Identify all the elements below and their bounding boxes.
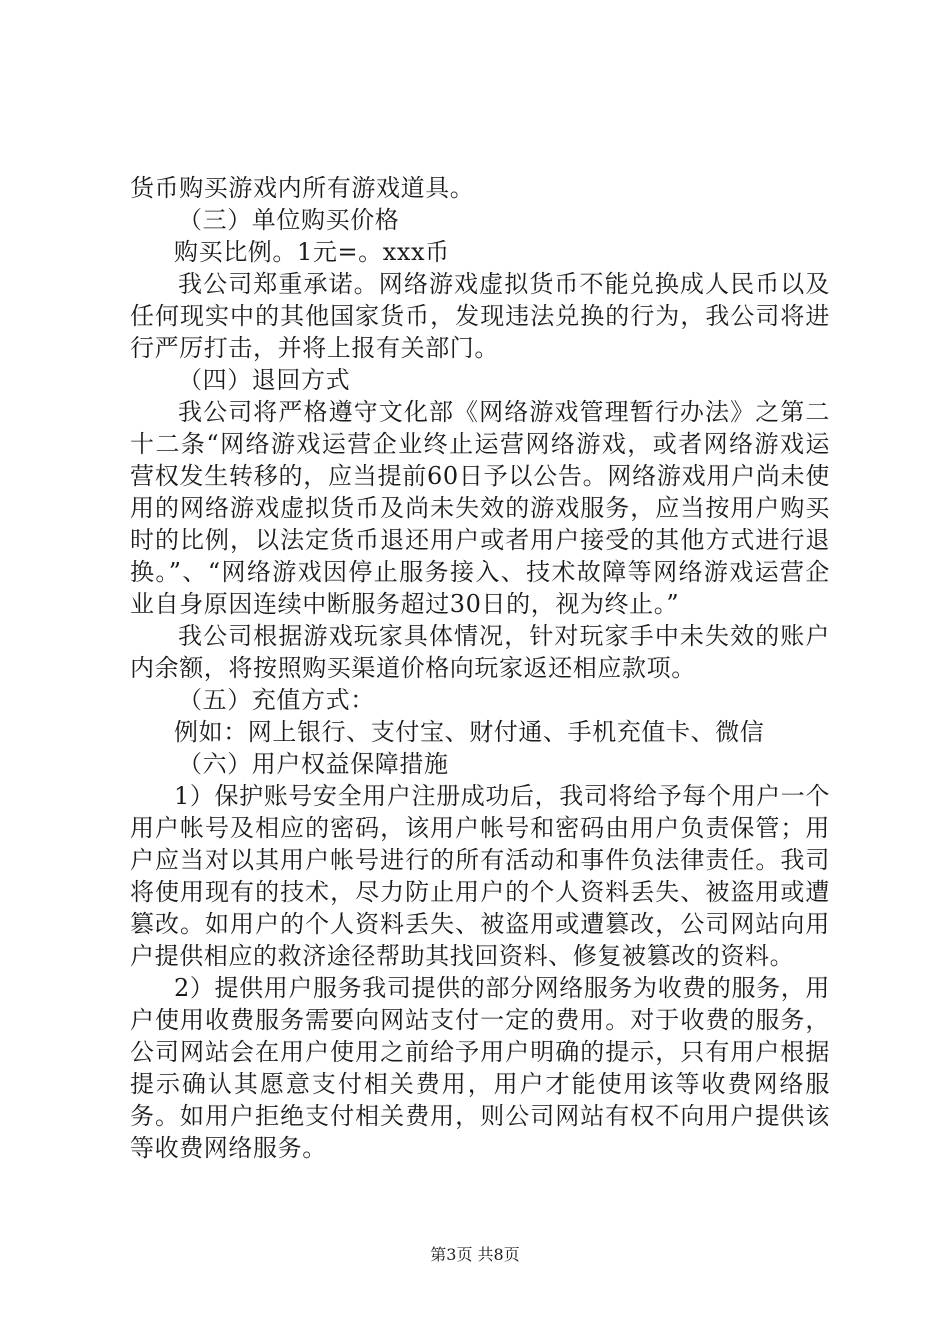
section-heading-6: （六）用户权益保障措施 (178, 750, 449, 778)
paragraph-account-security: 1）保护账号安全用户注册成功后，我司将给予每个用户一个用户帐号及相应的密码，该用户帐号和密码由用户负责保管；用户应当对以其用户帐号进行的所有活动和事件负法律责任。我司将使用现有的技术，尽力防止用户的个人资料丢失、被盗用或遭篡改。如用户的个人资料丢失、被盗用或遭篡改，公司网站向用户提供相应的救济途径帮助其找回资料、修复被篡改的资料。 (130, 782, 830, 970)
section-heading-3: （三）单位购买价格 (178, 206, 400, 234)
paragraph-pledge: 我公司郑重承诺。网络游戏虚拟货币不能兑换成人民币以及任何现实中的其他国家货币，发现违法兑换的行为，我公司将进行严厉打击，并将上报有关部门。 (130, 270, 830, 362)
paragraph-payment-methods: 例如：网上银行、支付宝、财付通、手机充值卡、微信 (174, 718, 765, 746)
document-body (130, 172, 830, 1164)
page-footer: 第3页 共8页 (430, 1245, 520, 1264)
paragraph-continuation: 货币购买游戏内所有游戏道具。 (130, 174, 475, 202)
paragraph-refund: 我公司根据游戏玩家具体情况，针对玩家手中未失效的账户内余额，将按照购买渠道价格向玩家返还相应款项。 (130, 622, 830, 682)
section-heading-4: （四）退回方式 (178, 366, 351, 394)
paragraph-regulation: 我公司将严格遵守文化部《网络游戏管理暂行办法》之第二十二条“网络游戏运营企业终止运营网络游戏，或者网络游戏运营权发生转移的，应当提前60日予以公告。网络游戏用户尚未使用的网络游戏虚拟货币及尚未失效的游戏服务，应当按用户购买时的比例，以法定货币退还用户或者用户接受的其他方式进行退换。”、“网络游戏因停止服务接入、技术故障等网络游戏运营企业自身原因连续中断服务超过30日的，视为终止。” (130, 398, 830, 618)
paragraph-ratio: 购买比例。1元=。xxx币 (174, 238, 450, 266)
section-heading-5: （五）充值方式： (178, 686, 375, 714)
paragraph-user-service: 2）提供用户服务我司提供的部分网络服务为收费的服务，用户使用收费服务需要向网站支付一定的费用。对于收费的服务，公司网站会在用户使用之前给予用户明确的提示，只有用户根据提示确认其愿意支付相关费用，用户才能使用该等收费网络服务。如用户拒绝支付相关费用，则公司网站有权不向用户提供该等收费网络服务。 (130, 974, 830, 1162)
